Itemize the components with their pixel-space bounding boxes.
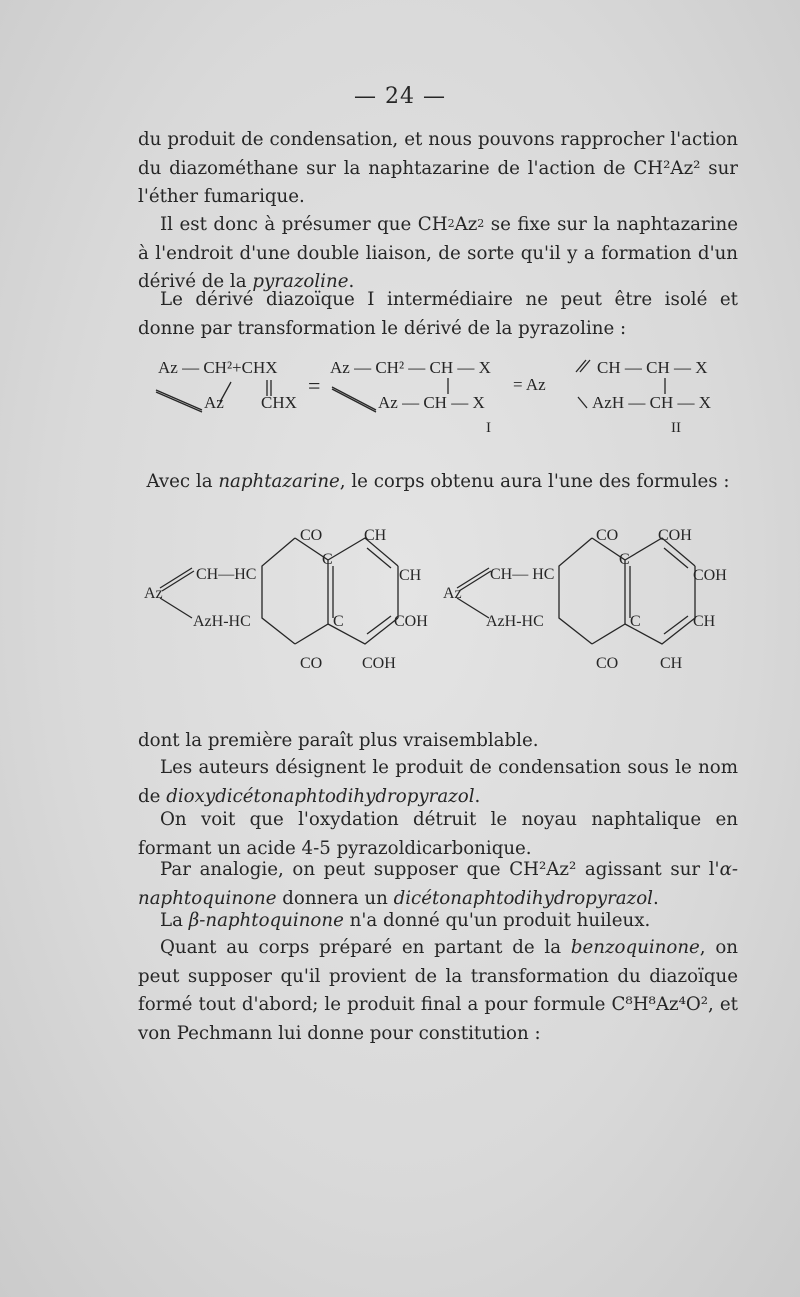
left-c-up: C — [322, 551, 333, 568]
right-azh-hc: AzH-HC — [486, 613, 544, 630]
formula-a-top: Az — CH²+CHX — [158, 358, 278, 377]
paragraph-5: dont la première paraît plus vraisemblable. — [138, 730, 539, 751]
paragraph-7: On voit que l'oxydation détruit le noyau naphtalique en formant un acide 4-5 pyrazoldicarbonique. — [138, 809, 738, 859]
left-bot-co: CO — [300, 655, 323, 672]
formula-c-bottom: AzH — CH — X — [592, 393, 711, 412]
left-bot-coh: COH — [362, 655, 396, 672]
formula-eq-az: = Az — [513, 375, 546, 394]
paragraph-10: Quant au corps préparé en partant de la benzoquinone, on peut supposer qu'il provient de la transformation du diazoïque formé tout d'abord; le produit final a pour formule C⁸H⁸Az⁴O², et von Pechmann lui donne pour constitution : — [138, 937, 738, 1044]
naphtazarine-formulas — [140, 518, 740, 688]
right-ch-hc: CH— HC — [490, 566, 555, 583]
right-top-coh: COH — [658, 527, 692, 544]
left-az: Az — [144, 585, 163, 602]
right-right-bottom: CH — [693, 613, 716, 630]
right-c-up: C — [619, 551, 630, 568]
paragraph-3: Le dérivé diazoïque I intermédiaire ne peut être isolé et donne par transformation le dérivé de la pyrazoline : — [138, 289, 738, 339]
right-az: Az — [443, 585, 462, 602]
formula-b-top: Az — CH² — CH — X — [330, 358, 491, 377]
left-ch-hc: CH—HC — [196, 566, 257, 583]
paragraph-8: Par analogie, on peut supposer que CH²Az² agissant sur l'α-naphtoquinone donnera un dicétonaphtodihydropyrazol. — [138, 859, 738, 909]
right-c-down: C — [630, 613, 641, 630]
formula-label-I: I — [486, 420, 491, 436]
formula-c-top: CH — CH — X — [597, 358, 708, 377]
formula-right-labels — [443, 527, 727, 672]
left-right-top: CH — [399, 567, 422, 584]
right-bot-ch: CH — [660, 655, 683, 672]
formula-a-chx: CHX — [261, 393, 297, 412]
paragraph-4: Avec la naphtazarine, le corps obtenu aura l'une des formules : — [146, 471, 730, 492]
right-bot-co: CO — [596, 655, 619, 672]
paragraph-2: Il est donc à présumer que $CH^2Az^2$ se fixe sur la naphtazarine à l'endroit d'une double liaison, de sorte qu'il y a formation d'un dérivé de la pyrazoline. — [138, 214, 738, 292]
formula-equals-1: = — [308, 373, 321, 398]
left-c-down: C — [333, 613, 344, 630]
left-azh-hc: AzH-HC — [193, 613, 251, 630]
right-top-co: CO — [596, 527, 619, 544]
pyrazoline-reaction-formula — [140, 350, 740, 440]
formula-left-labels — [144, 527, 428, 672]
formula-b-bottom: Az — CH — X — [378, 393, 485, 412]
paragraph-6: Les auteurs désignent le produit de condensation sous le nom de dioxydicétonaphtodihydropyrazol. — [138, 757, 738, 807]
left-top-ch: CH — [364, 527, 387, 544]
left-right-bottom: COH — [394, 613, 428, 630]
right-right-top: COH — [693, 567, 727, 584]
formula-label-II: II — [671, 420, 681, 436]
paragraph-9: La β-naphtoquinone n'a donné qu'un produit huileux. — [160, 910, 651, 931]
page-number: — 24 — — [354, 84, 446, 109]
formula-a-az: Az — [204, 393, 224, 412]
left-top-co: CO — [300, 527, 323, 544]
paragraph-1: du produit de condensation, et nous pouvons rapprocher l'action du diazométhane sur la naphtazarine de l'action de CH²Az² sur l'éther fumarique. — [138, 129, 738, 207]
